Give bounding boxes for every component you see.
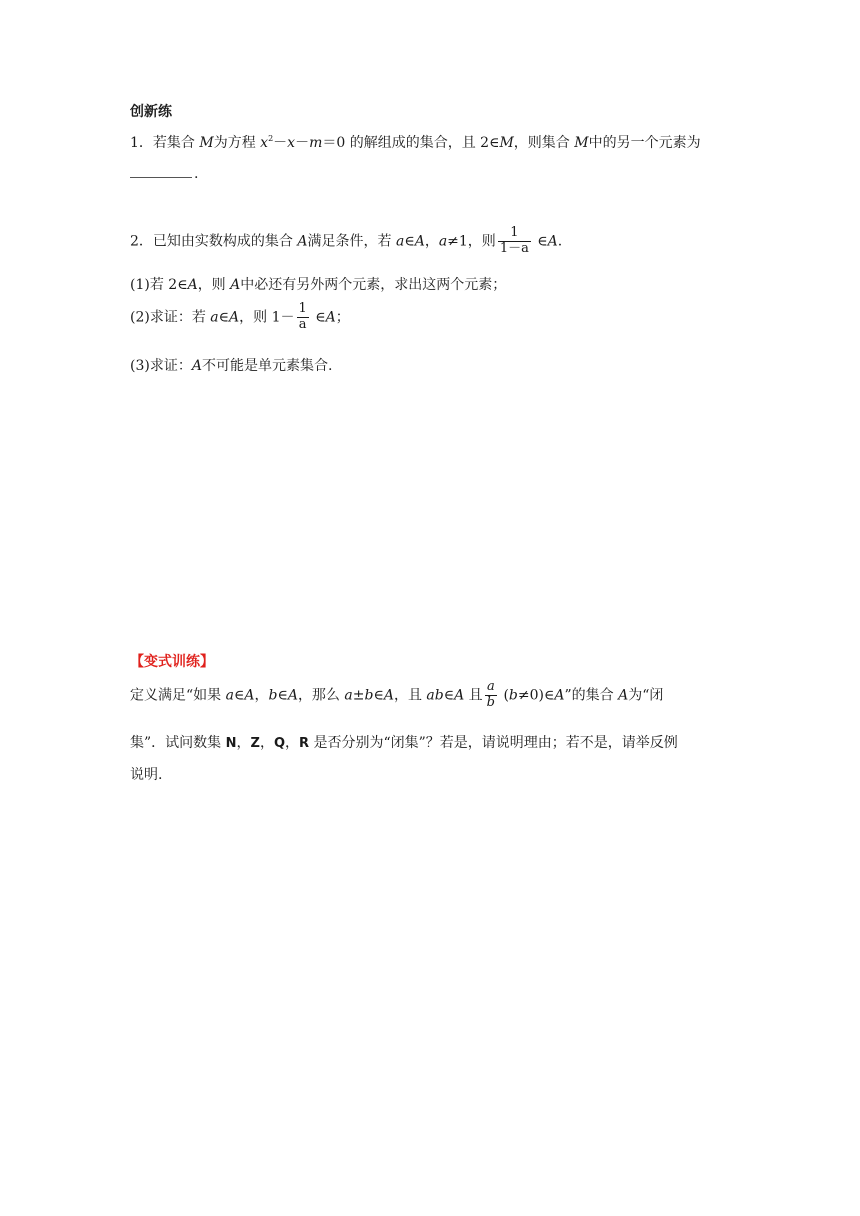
variant-line-3: 说明.: [130, 767, 163, 783]
fraction: $\frac{1}{a}$: [298, 301, 307, 332]
fraction: $\frac{a}{b}$: [486, 679, 495, 710]
variant-line-1: 定义满足“如果 a∈A，b∈A，那么 a±b∈A，且 ab∈A 且 $\frac{a}{b}$ (b≠0)∈A”的集合 A为“闭: [130, 679, 664, 710]
answer-blank[interactable]: [130, 165, 192, 178]
question-2-part-2: (2)求证：若 a∈A，则 1－ $\frac{1}{a}$ ∈A；: [130, 301, 350, 332]
fraction: $\frac{1}{1-a}$: [499, 225, 529, 256]
question-2-part-3: (3)求证：A不可能是单元素集合.: [130, 358, 333, 374]
question-2-part-1: (1)若 2∈A，则 A中必还有另外两个元素，求出这两个元素；: [130, 277, 507, 293]
question-1: 1．若集合 M为方程 $x^2-x-m=0$ 的解组成的集合，且 2∈M，则集合 M中的另一个元素为: [130, 134, 701, 151]
variant-training-title: 【变式训练】: [130, 654, 214, 670]
section-title: 创新练: [130, 104, 172, 120]
variant-line-2: 集”．试问数集 N，Z，Q，R 是否分别为“闭集”？若是，请说明理由；若不是，请举反例: [130, 735, 678, 751]
question-1-answer-line: .: [130, 163, 198, 185]
question-2: 2．已知由实数构成的集合 A满足条件，若 a∈A，a≠1，则 $\frac{1}{1-a}$ ∈A.: [130, 225, 563, 256]
